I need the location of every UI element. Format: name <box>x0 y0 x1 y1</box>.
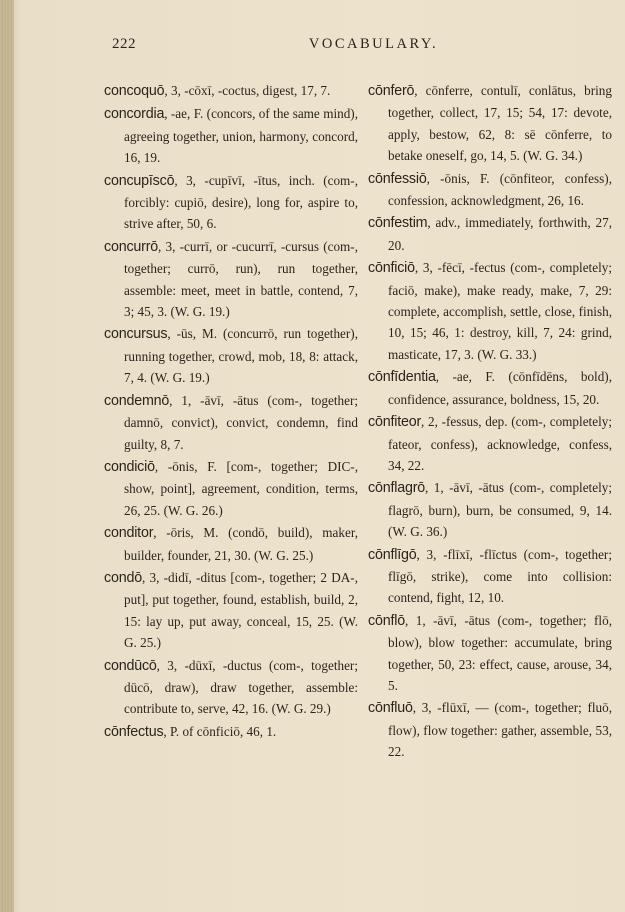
vocabulary-entry <box>104 567 358 654</box>
page-number: 222 <box>112 36 136 52</box>
entry-definition: , 1, -āvī, -ātus (com-, completely; flagrō, burn), burn, be consumed, 9, 14. (W. G. 36.) <box>388 480 612 540</box>
vocabulary-entry <box>368 544 612 609</box>
entry-headword: concursus <box>104 326 168 343</box>
vocabulary-entry <box>368 80 612 167</box>
entry-headword: cōnfluō <box>368 700 413 717</box>
vocabulary-entry <box>104 170 358 235</box>
vocabulary-entry <box>104 103 358 168</box>
entry-headword: condemnō <box>104 392 170 409</box>
entry-definition: , P. of cōnficiō, 46, 1. <box>163 723 277 739</box>
entry-definition: , -ūs, M. (concurrō, run together), running together, crowd, mob, 18, 8: attack, 7, 4. (W. G. 19.) <box>124 326 358 386</box>
vocabulary-entry <box>368 366 612 410</box>
vocabulary-entry <box>368 477 612 542</box>
entry-headword: conditor <box>104 525 154 542</box>
vocabulary-entry <box>368 610 612 697</box>
vocabulary-entry <box>104 655 358 720</box>
page-header <box>112 36 565 56</box>
left-column <box>104 80 358 744</box>
entry-definition: , 1, -āvī, -ātus (com-, together; flō, blow), blow together: accumulate, bring together, 50, 23: effect, cause, arouse, 34, 5. <box>388 612 612 693</box>
entry-headword: cōnfīdentia <box>368 369 436 386</box>
entry-headword: cōnferō <box>368 83 415 99</box>
book-binding-edge <box>0 0 14 912</box>
vocabulary-entry <box>368 257 612 365</box>
entry-definition: , 3, -cōxī, -coctus, digest, 17, 7. <box>164 83 331 98</box>
vocabulary-entry <box>104 721 358 743</box>
entry-headword: condūcō <box>104 657 157 674</box>
entry-definition: , -ae, F. (cōnfīdēns, bold), confidence, assurance, boldness, 15, 20. <box>388 369 612 407</box>
vocabulary-entry <box>104 323 358 388</box>
entry-definition: , 3, -cupīvī, -ītus, inch. (com-, forcibly: cupiō, desire), long for, aspire to, strive after, 50, 6. <box>124 172 358 232</box>
entry-definition: , -ae, F. (concors, of the same mind), agreeing together, union, harmony, concord, 16, 19. <box>124 106 358 166</box>
entry-definition: , -ōris, M. (condō, build), maker, builder, founder, 21, 30. (W. G. 25.) <box>124 525 358 563</box>
entry-definition: , -ōnis, F. (cōnfiteor, confess), confession, acknowledgment, 26, 16. <box>388 170 612 209</box>
vocabulary-entry <box>104 522 358 566</box>
entry-headword: condiciō <box>104 458 155 475</box>
vocabulary-entry <box>368 697 612 762</box>
running-head: VOCABULARY. <box>308 36 439 52</box>
vocabulary-entry <box>104 456 358 521</box>
entry-definition: , cōnferre, contulī, conlātus, bring together, collect, 17, 15; 54, 17: devote, apply, bestow, 62, 8: sē cōnferre, to betake oneself, go, 14, 5. (W. G. 34.) <box>388 83 612 164</box>
entry-definition: , 2, -fessus, dep. (com-, completely; fateor, confess), acknowledge, confess, 34, 22. <box>388 414 612 473</box>
entry-definition: , 1, -āvī, -ātus (com-, together; damnō, convict), convict, condemn, find guilty, 8, 7. <box>124 392 358 452</box>
vocabulary-entry <box>104 390 358 455</box>
entry-headword: cōnfectus <box>104 723 164 740</box>
entry-definition: , 3, -didī, -ditus [com-, together; 2 DA-, put], put together, found, establish, build, 2, 15: lay up, put away, conceal, 15, 25. (W. G. 25.) <box>124 569 358 651</box>
entry-headword: cōnficiō <box>368 260 415 277</box>
entry-headword: cōnfessiō <box>368 170 427 187</box>
entry-headword: cōnfiteor <box>368 414 422 431</box>
vocabulary-entry <box>368 168 612 212</box>
entry-definition: , -ōnis, F. [com-, together; DIC-, show, point], agreement, condition, terms, 26, 25. (W. G. 26.) <box>124 458 358 518</box>
entry-headword: concordia <box>104 106 165 123</box>
vocabulary-entry <box>368 411 612 476</box>
entry-headword: concupīscō <box>104 172 175 189</box>
entry-definition: , 3, -flūxī, — (com-, together; fluō, flow), flow together: gather, assemble, 53, 22. <box>388 700 612 760</box>
entry-definition: , 3, -fēcī, -fectus (com-, completely; faciō, make), make ready, make, 7, 29: complete, accomplish, settle, close, finish, 10, 15; 46, 1: destroy, kill, 7, 24: grind, masticate, 17, 3. (W. G. 33.) <box>388 260 612 362</box>
entry-definition: , 3, -dūxī, -ductus (com-, together; dūcō, draw), draw together, assemble: contribute to, serve, 42, 16. (W. G. 29.) <box>124 657 358 717</box>
entry-definition: , 3, -currī, or -cucurrī, -cursus (com-, together; currō, run), run together, assemble: meet, meet in battle, contend, 7, 3; 45, 3. (W. G. 19.) <box>124 238 358 320</box>
entry-definition: , 3, -flīxī, -flīctus (com-, together; flīgō, strike), come into collision: contend, fight, 12, 10. <box>388 546 612 606</box>
vocabulary-entry <box>104 80 358 102</box>
entry-headword: cōnflīgō <box>368 546 417 563</box>
entry-headword: condō <box>104 569 142 586</box>
entry-headword: cōnfestim <box>368 215 428 232</box>
entry-headword: concurrō <box>104 238 159 255</box>
right-column <box>368 80 612 764</box>
entry-headword: cōnflō <box>368 612 405 629</box>
entry-headword: concoquō <box>104 83 165 99</box>
entry-definition: , adv., immediately, forthwith, 27, 20. <box>388 215 612 253</box>
vocabulary-entry <box>368 212 612 256</box>
vocabulary-entry <box>104 236 358 323</box>
entry-headword: cōnflagrō <box>368 480 426 497</box>
